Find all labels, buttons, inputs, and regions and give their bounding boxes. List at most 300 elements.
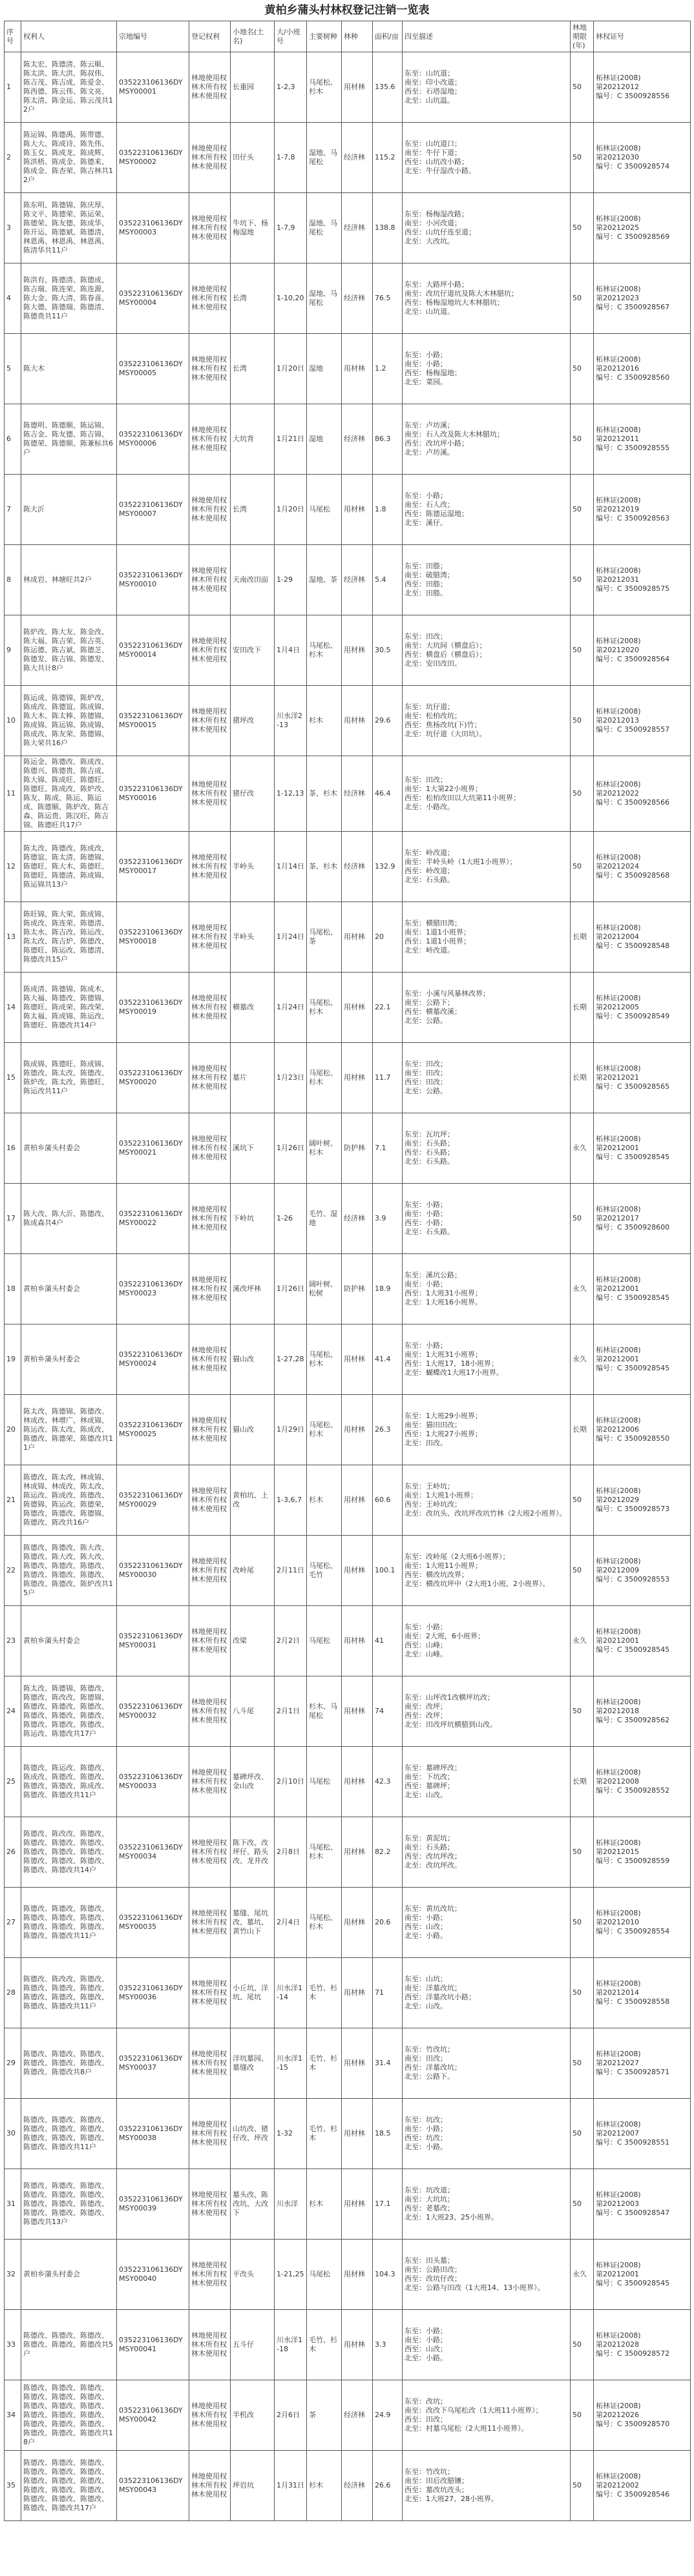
cell-owner: 陈成清、陈德锦、陈成木、陈大福、陈德改、陈德锦、陈德旺、陈成荣、陈改荣、陈太福、陈成锦、陈运改、陈德旺、陈德改共14户	[21, 973, 117, 1043]
cell-owner: 陈大木	[21, 334, 117, 404]
cell-forest-kind: 用材林	[342, 475, 373, 545]
cell-old-cert-line: 第20212019	[596, 505, 639, 513]
cell-species: 马尾松、杉木	[307, 1888, 342, 1958]
cell-species: 杉木	[307, 686, 342, 756]
cell-area: 135.6	[373, 52, 403, 123]
page-title: 黄柏乡蒲头村林权登记注销一览表	[264, 4, 430, 17]
cell-species: 湿地、马尾松	[307, 193, 342, 263]
cell-species: 杉木、马尾松	[307, 1676, 342, 1747]
cell-reg-right-line: 林木所有权	[191, 646, 227, 654]
cell-boundary	[403, 686, 571, 756]
cell-species: 马尾松	[307, 2240, 342, 2310]
cell-old-cert	[594, 545, 691, 615]
cell-reg-right-line: 林木使用权	[191, 514, 227, 522]
cell-reg-right-line: 林地使用权	[191, 1135, 227, 1143]
cell-old-cert	[594, 2028, 691, 2099]
cell-reg-right-line: 林木所有权	[191, 2200, 227, 2208]
cell-term: 50	[571, 123, 594, 193]
cell-boundary-line: 西至：石塔湿地；	[405, 87, 461, 96]
cell-boundary	[403, 2451, 571, 2521]
cell-boundary-line: 北至：1大班16小班界。	[405, 1298, 482, 1306]
cell-cert-no: 035223106136DYMSY00040	[117, 2240, 189, 2310]
cell-place: 长湾	[231, 475, 275, 545]
cell-boundary-line: 西至：1大班17、18小班界；	[405, 1359, 498, 1368]
cell-old-cert-line: 编号：C 3500928568	[596, 871, 670, 880]
cell-reg-right-line: 林木所有权	[191, 1073, 227, 1082]
cell-boundary-line: 西至：焦杨改坑(下)竹；	[405, 721, 481, 729]
cell-boundary-line: 南至：洋墓改坑；	[405, 1984, 461, 1992]
cell-term: 50	[571, 475, 594, 545]
cell-old-cert-line: 第20212024	[596, 862, 639, 871]
cell-ban-hao: 1-2,3	[275, 52, 307, 123]
cell-boundary-line: 南至：小路；	[405, 360, 447, 368]
cell-area: 76.5	[373, 263, 403, 334]
cell-old-cert-line: 第20212029	[596, 1496, 639, 1504]
cell-boundary-line: 南至：1大班31小班界；	[405, 1350, 482, 1359]
cell-area: 30.5	[373, 615, 403, 686]
cell-place: 半岭头	[231, 902, 275, 973]
cell-reg-right-line: 林木所有权	[191, 2270, 227, 2278]
cell-ban-hao: 1-10,20	[275, 263, 307, 334]
cell-seq: 13	[5, 902, 21, 973]
cell-term: 50	[571, 1958, 594, 2028]
cell-ban-hao: 1-7,9	[275, 193, 307, 263]
cell-species: 茶、杉木	[307, 756, 342, 832]
cell-boundary-line: 北至：大改坑。	[405, 237, 454, 245]
cell-reg-right-line: 林地使用权	[191, 2261, 227, 2269]
cell-old-cert	[594, 52, 691, 123]
cell-boundary-line: 东至：山坑道；	[405, 69, 454, 77]
cell-boundary-line: 西至：横改坑改界；	[405, 1571, 468, 1579]
cell-place: 五斗仔	[231, 2310, 275, 2380]
cell-owner: 陈德改、陈改改、陈德改、陈德改、陈德改、陈德改、陈德改、陈德改、陈德改、陈德改、陈德改、陈德改、陈德改、陈德改共14户	[21, 1817, 117, 1888]
cell-old-cert	[594, 475, 691, 545]
cell-boundary-line: 南至：半岭头岭（1大班1小班界）；	[405, 858, 517, 866]
cell-old-cert-line: 柘林证(2008)	[596, 2261, 641, 2269]
cell-place: 溪改坪林	[231, 1254, 275, 1324]
cell-reg-right-line: 林木使用权	[191, 1153, 227, 1161]
header-old-cert: 林权证号	[594, 21, 691, 52]
cell-boundary-line: 北至：牛仔湿改小路。	[405, 167, 476, 175]
table-row	[5, 902, 691, 973]
cell-old-cert-line: 第20212027	[596, 2059, 639, 2067]
cell-old-cert-line: 柘林证(2008)	[596, 1979, 641, 1988]
cell-reg-right	[189, 615, 231, 686]
cell-term: 50	[571, 832, 594, 902]
cell-boundary-line: 西至：老墓改；	[405, 2204, 454, 2212]
cell-forest-kind: 用材林	[342, 2240, 373, 2310]
cell-species: 杉木	[307, 1465, 342, 1536]
cell-cert-no: 035223106136DYMSY00034	[117, 1817, 189, 1888]
cell-boundary-line: 西至：杨梅湿地；	[405, 369, 461, 377]
cell-old-cert-line: 第20212014	[596, 1988, 639, 1997]
cell-seq: 15	[5, 1043, 21, 1113]
cell-boundary-line: 东至：田塍；	[405, 562, 447, 570]
cell-seq: 23	[5, 1606, 21, 1676]
header-forest-kind: 林种	[342, 21, 373, 52]
cell-old-cert-line: 编号：C 3500928549	[596, 1012, 670, 1020]
cell-boundary-line: 南至：大坑间（横盘后）；	[405, 641, 487, 650]
cell-old-cert-line: 第20212005	[596, 1003, 639, 1011]
cell-boundary	[403, 1676, 571, 1747]
cell-boundary-line: 南至：改坪；	[405, 1702, 447, 1711]
cell-reg-right-line: 林木使用权	[191, 373, 227, 382]
cell-term: 50	[571, 756, 594, 832]
cell-forest-kind: 用材林	[342, 2310, 373, 2380]
cell-area: 74	[373, 1676, 403, 1747]
cell-cert-no: 035223106136DYMSY00001	[117, 52, 189, 123]
cell-species: 马尾松、杉木	[307, 52, 342, 123]
cell-term: 50	[571, 1184, 594, 1254]
cell-reg-right-line: 林木使用权	[191, 1434, 227, 1443]
cell-boundary-line: 南至：松柏改坑；	[405, 712, 461, 720]
cell-owner: 黄柏乡蒲头村委会	[21, 1324, 117, 1395]
cell-boundary-line: 南至：牛仔下道；	[405, 149, 461, 157]
cell-forest-kind: 用材林	[342, 1676, 373, 1747]
cell-area: 11.7	[373, 1043, 403, 1113]
cell-reg-right-line: 林木使用权	[191, 1857, 227, 1865]
cell-old-cert-line: 第20212011	[596, 435, 639, 443]
cell-ban-hao: 2月2日	[275, 1606, 307, 1676]
cell-term: 50	[571, 2099, 594, 2169]
cell-forest-kind: 经济林	[342, 404, 373, 475]
cell-boundary-line: 西至：松柏改田以大坑第11小班界；	[405, 794, 520, 802]
cell-boundary-line: 南至：田改；	[405, 1069, 447, 1077]
cell-old-cert-line: 柘林证(2008)	[596, 1416, 641, 1425]
cell-forest-kind: 经济林	[342, 193, 373, 263]
cell-seq: 27	[5, 1888, 21, 1958]
cell-species: 马尾松、杉木	[307, 1395, 342, 1465]
cell-seq: 11	[5, 756, 21, 832]
cell-owner: 陈成锦、陈德旺、陈成锦、陈德改、陈太改、陈德改、陈炉改、陈太改、陈德旺、陈运改共11户	[21, 1043, 117, 1113]
cell-seq: 4	[5, 263, 21, 334]
header-seq: 序号	[5, 21, 21, 52]
cell-boundary-line: 西至：陈德运湿地；	[405, 510, 468, 518]
cell-reg-right	[189, 1043, 231, 1113]
cell-species: 毛竹、杉木	[307, 2028, 342, 2099]
cell-cert-no: 035223106136DYMSY00039	[117, 2169, 189, 2240]
cell-term: 50	[571, 2169, 594, 2240]
cell-old-cert-line: 柘林证(2008)	[596, 637, 641, 645]
cell-boundary-line: 北至：横改坑坪中（2大班1小班、2小班界）。	[405, 1580, 550, 1588]
cell-species: 马尾松	[307, 1747, 342, 1817]
cell-term: 长期	[571, 1043, 594, 1113]
cell-boundary-line: 南至：改坑仔道坑及陈大木林腊坑；	[405, 289, 518, 298]
table-row	[5, 1465, 691, 1536]
cell-old-cert-line: 第20212009	[596, 1566, 639, 1574]
cell-species: 茶、杉木	[307, 832, 342, 902]
cell-boundary-line: 东至：岭改道；	[405, 849, 454, 857]
cell-boundary-line: 北至：公路下。	[405, 2072, 454, 2081]
cell-owner: 陈德改、陈运改、陈德改、陈成改、陈德改、陈德改、陈德改、陈德改、陈成改、陈德改、陈德改共11户	[21, 1747, 117, 1817]
cell-boundary-line: 东至：小路；	[405, 491, 447, 500]
cell-old-cert-line: 第20212003	[596, 2200, 639, 2208]
table-row	[5, 2310, 691, 2380]
cell-boundary-line: 北至：1大班23、25小班界。	[405, 2213, 498, 2221]
cell-old-cert-line: 编号：C 3500928565	[596, 1082, 670, 1091]
table-row	[5, 1747, 691, 1817]
cell-boundary-line: 南至：公路下；	[405, 998, 454, 1007]
cell-owner: 陈德改、陈改改、陈德改、陈德改、陈德改、陈德改、陈德改、陈德改、陈德改、陈德改、陈德改共11户	[21, 1958, 117, 2028]
cell-boundary-line: 北至：石头路。	[405, 876, 454, 884]
cell-boundary-line: 南至：1大班11小班界；	[405, 1561, 482, 1570]
cell-boundary-line: 东至：横腊田湾；	[405, 919, 461, 927]
cell-reg-right-line: 林木使用权	[191, 444, 227, 452]
cell-term: 永久	[571, 1324, 594, 1395]
cell-place: 小丘坑、洋坑、尾坑	[231, 1958, 275, 2028]
cell-place: 山坑改、猪仔改、坪改	[231, 2099, 275, 2169]
cell-seq: 22	[5, 1536, 21, 1606]
cell-old-cert-line: 柘林证(2008)	[596, 994, 641, 1002]
cell-reg-right-line: 林木所有权	[191, 153, 227, 161]
cell-old-cert	[594, 2310, 691, 2380]
cell-ban-hao: 1月26日	[275, 1113, 307, 1184]
cell-cert-no: 035223106136DYMSY00016	[117, 756, 189, 832]
cell-old-cert-line: 编号：C 3500928564	[596, 655, 670, 663]
cell-owner: 陈德改、陈太改、林成锦、林成锦、林成改、陈太改、陈运改、陈成改、陈德改、陈德锦、陈运改、陈德荣、陈德改、陈德改、陈德锦、陈德改、陈改共16户	[21, 1465, 117, 1536]
cell-old-cert	[594, 2451, 691, 2521]
cell-owner: 陈德明、陈德顺、陈运锦、陈吉金、陈友德、陈吉锦、陈德荣、陈德顺、陈兼标共6户	[21, 404, 117, 475]
cell-area: 20.6	[373, 1888, 403, 1958]
cell-place: 墓头改、陈改坑、大改下	[231, 2169, 275, 2240]
cell-boundary	[403, 2380, 571, 2451]
header-owner: 权利人	[21, 21, 117, 52]
cell-old-cert-line: 编号：C 3500928569	[596, 232, 670, 241]
cell-boundary-line: 南至：小路；	[405, 2336, 447, 2344]
cell-reg-right-line: 林木所有权	[191, 1003, 227, 1011]
cell-cert-no: 035223106136DYMSY00017	[117, 832, 189, 902]
cell-boundary	[403, 1536, 571, 1606]
cell-boundary-line: 东至：小路；	[405, 351, 447, 359]
cell-term: 50	[571, 334, 594, 404]
cell-reg-right	[189, 2451, 231, 2521]
cell-term: 50	[571, 404, 594, 475]
cell-boundary-line: 南至：破腊湾；	[405, 571, 454, 579]
cell-species: 湿地、马尾松	[307, 263, 342, 334]
cell-area: 20	[373, 902, 403, 973]
cell-place: 平改头	[231, 2240, 275, 2310]
cell-term: 50	[571, 2380, 594, 2451]
cell-reg-right-line: 林木使用权	[191, 1786, 227, 1795]
cell-old-cert-line: 柘林证(2008)	[596, 1135, 641, 1143]
cell-old-cert-line: 编号：C 3500928600	[596, 1223, 670, 1231]
cell-seq: 20	[5, 1395, 21, 1465]
cell-reg-right-line: 林地使用权	[191, 355, 227, 364]
cell-reg-right-line: 林地使用权	[191, 2331, 227, 2340]
cell-boundary	[403, 193, 571, 263]
cell-boundary-line: 西至：改坑坪改；	[405, 1852, 461, 1860]
cell-old-cert-line: 柘林证(2008)	[596, 1557, 641, 1565]
cell-forest-kind: 经济林	[342, 2380, 373, 2451]
cell-old-cert-line: 编号：C 3500928573	[596, 1505, 670, 1513]
cell-old-cert-line: 柘林证(2008)	[596, 923, 641, 932]
table-row	[5, 1113, 691, 1184]
cell-forest-kind: 用材林	[342, 1043, 373, 1113]
cell-reg-right-line: 林木使用权	[191, 1645, 227, 1654]
cell-boundary-line: 西至：改坪；	[405, 1711, 447, 1720]
cell-area: 71	[373, 1958, 403, 2028]
cell-boundary-line: 南至：印小改道；	[405, 78, 461, 87]
cell-species: 湿地	[307, 334, 342, 404]
cell-old-cert-line: 柘林证(2008)	[596, 1487, 641, 1495]
table-row	[5, 263, 691, 334]
cell-cert-no: 035223106136DYMSY00003	[117, 193, 189, 263]
cell-forest-kind: 经济林	[342, 2451, 373, 2521]
cell-old-cert-line: 编号：C 3500928550	[596, 1434, 670, 1443]
cell-reg-right	[189, 123, 231, 193]
cell-species: 茶	[307, 2380, 342, 2451]
cell-old-cert-line: 柘林证(2008)	[596, 1627, 641, 1636]
cell-cert-no: 035223106136DYMSY00005	[117, 334, 189, 404]
cell-reg-right-line: 林地使用权	[191, 1909, 227, 1917]
cell-boundary-line: 北至：蝴蝶改1大班17小班界。	[405, 1368, 503, 1377]
cell-reg-right-line: 林地使用权	[191, 1416, 227, 1425]
cell-reg-right-line: 林木使用权	[191, 1082, 227, 1091]
table-row	[5, 1817, 691, 1888]
cell-boundary	[403, 263, 571, 334]
cell-boundary-line: 北至：山坑道。	[405, 307, 454, 316]
cell-reg-right-line: 林地使用权	[191, 2402, 227, 2410]
cell-old-cert-line: 柘林证(2008)	[596, 144, 641, 152]
cell-reg-right-line: 林地使用权	[191, 1064, 227, 1073]
cell-old-cert-line: 柘林证(2008)	[596, 426, 641, 434]
cell-boundary-line: 东至：溪坑公路；	[405, 1271, 461, 1279]
cell-reg-right	[189, 404, 231, 475]
cell-seq: 32	[5, 2240, 21, 2310]
cell-ban-hao: 1月4日	[275, 615, 307, 686]
cell-reg-right-line: 林木所有权	[191, 862, 227, 871]
cell-boundary-line: 南至：田后改腊镶；	[405, 2477, 468, 2485]
cell-forest-kind: 用材林	[342, 2028, 373, 2099]
cell-place: 猪仔改	[231, 756, 275, 832]
cell-owner: 陈太改、陈德锦、陈德改、林成改、林增广、林成锦、陈运改、陈太改、陈成改、陈德改、陈德荣、陈德改共11户	[21, 1395, 117, 1465]
cell-species: 阔叶树、杉木	[307, 1113, 342, 1184]
cell-old-cert-line: 第20212012	[596, 83, 639, 91]
cell-area: 22.1	[373, 973, 403, 1043]
cell-boundary	[403, 1817, 571, 1888]
cell-old-cert-line: 柘林证(2008)	[596, 496, 641, 504]
cell-boundary	[403, 973, 571, 1043]
cell-reg-right-line: 林木使用权	[191, 584, 227, 593]
cell-ban-hao: 1-27,28	[275, 1324, 307, 1395]
cell-reg-right	[189, 1324, 231, 1395]
cell-forest-kind: 经济林	[342, 756, 373, 832]
cell-old-cert-line: 第20212030	[596, 153, 639, 161]
cell-reg-right	[189, 193, 231, 263]
cell-boundary	[403, 2240, 571, 2310]
cell-boundary-line: 北至：菜园。	[405, 378, 447, 386]
cell-boundary-line: 南至：小路；	[405, 2125, 447, 2133]
cell-forest-kind: 用材林	[342, 2169, 373, 2240]
cell-species: 马尾松、杉木	[307, 1324, 342, 1395]
cell-old-cert-line: 柘林证(2008)	[596, 2472, 641, 2480]
cell-old-cert	[594, 832, 691, 902]
cell-reg-right	[189, 2310, 231, 2380]
cell-old-cert	[594, 1817, 691, 1888]
cell-seq: 25	[5, 1747, 21, 1817]
cell-boundary-line: 北至：小路。	[405, 2354, 447, 2362]
cell-old-cert	[594, 615, 691, 686]
cell-old-cert	[594, 2240, 691, 2310]
cell-cert-no: 035223106136DYMSY00024	[117, 1324, 189, 1395]
cell-ban-hao: 1月23日	[275, 1043, 307, 1113]
cell-old-cert	[594, 404, 691, 475]
cell-forest-kind: 经济林	[342, 1184, 373, 1254]
cell-old-cert-line: 柘林证(2008)	[596, 853, 641, 861]
cell-place: 洋坑墓园、墓缝改	[231, 2028, 275, 2099]
table-row	[5, 1395, 691, 1465]
cell-boundary	[403, 1043, 571, 1113]
cell-reg-right-line: 林木所有权	[191, 505, 227, 513]
cell-reg-right-line: 林木所有权	[191, 1988, 227, 1997]
cell-seq: 31	[5, 2169, 21, 2240]
cell-cert-no: 035223106136DYMSY00002	[117, 123, 189, 193]
cell-boundary-line: 南至：2大班，6小班界；	[405, 1632, 485, 1640]
cell-reg-right-line: 林木使用权	[191, 1364, 227, 1372]
cell-ban-hao: 2月6日	[275, 2380, 307, 2451]
cell-old-cert	[594, 1465, 691, 1536]
cell-reg-right-line: 林木使用权	[191, 1505, 227, 1513]
cell-forest-kind: 经济林	[342, 832, 373, 902]
cell-old-cert	[594, 686, 691, 756]
cell-cert-no: 035223106136DYMSY00010	[117, 545, 189, 615]
cell-reg-right	[189, 1958, 231, 2028]
cell-species: 杉木	[307, 2169, 342, 2240]
cell-old-cert-line: 编号：C 3500928545	[596, 1645, 670, 1654]
cell-boundary-line: 西至：田塍；	[405, 580, 447, 588]
cell-old-cert	[594, 1888, 691, 1958]
cell-reg-right-line: 林地使用权	[191, 1346, 227, 1354]
cell-old-cert-line: 编号：C 3500928575	[596, 584, 670, 593]
cell-ban-hao: 川水洋	[275, 2169, 307, 2240]
table-row	[5, 2169, 691, 2240]
cell-boundary-line: 西至：岭改道；	[405, 867, 454, 875]
cell-reg-right-line: 林木所有权	[191, 2129, 227, 2138]
cell-ban-hao: 川水洋1-18	[275, 2310, 307, 2380]
cell-old-cert-line: 第20212001	[596, 1284, 639, 1293]
table-row	[5, 1676, 691, 1747]
cell-old-cert-line: 柘林证(2008)	[596, 780, 641, 788]
cell-owner: 陈运金、陈德改、陈成改、陈德兴、陈德贵、陈吉成、陈大锦、陈成旺、陈德旺、陈德旺、陈成改、陈炉改、陈友、陈成、陈运、陈运成、陈德顺、陈炉改、陈吉森、陈运贵、陈汉旺、陈吉锦、陈德旺共17户	[21, 756, 117, 832]
cell-ban-hao: 川水洋1-14	[275, 1958, 307, 2028]
cell-species: 马尾松	[307, 1606, 342, 1676]
cell-reg-right	[189, 973, 231, 1043]
cell-ban-hao: 1月21日	[275, 404, 307, 475]
cell-seq: 6	[5, 404, 21, 475]
cell-place: 陈下改、改坪仔、路头改、龙井改	[231, 1817, 275, 1888]
cell-cert-no: 035223106136DYMSY00042	[117, 2380, 189, 2451]
cell-old-cert	[594, 2169, 691, 2240]
cell-place: 横墓改	[231, 973, 275, 1043]
cell-reg-right	[189, 1817, 231, 1888]
cell-reg-right-line: 林木所有权	[191, 1144, 227, 1152]
cell-old-cert-line: 柘林证(2008)	[596, 214, 641, 223]
cell-boundary	[403, 334, 571, 404]
cell-ban-hao: 1-7,8	[275, 123, 307, 193]
cell-cert-no: 035223106136DYMSY00023	[117, 1254, 189, 1324]
cell-place: 黄柏坑、上改	[231, 1465, 275, 1536]
cell-reg-right-line: 林地使用权	[191, 1979, 227, 1988]
cell-boundary	[403, 545, 571, 615]
cell-boundary-line: 西至：洋墓改坑；	[405, 2063, 461, 2072]
cell-boundary-line: 南至：石头路；	[405, 1139, 454, 1148]
cell-boundary-line: 西至：1道1小班界；	[405, 937, 470, 945]
cell-boundary-line: 西至：坑改；	[405, 2134, 447, 2142]
cell-old-cert-line: 编号：C 3500928563	[596, 514, 670, 522]
cell-reg-right	[189, 2169, 231, 2240]
cell-cert-no: 035223106136DYMSY00032	[117, 1676, 189, 1747]
cell-boundary-line: 北至：山改。	[405, 1791, 447, 1799]
